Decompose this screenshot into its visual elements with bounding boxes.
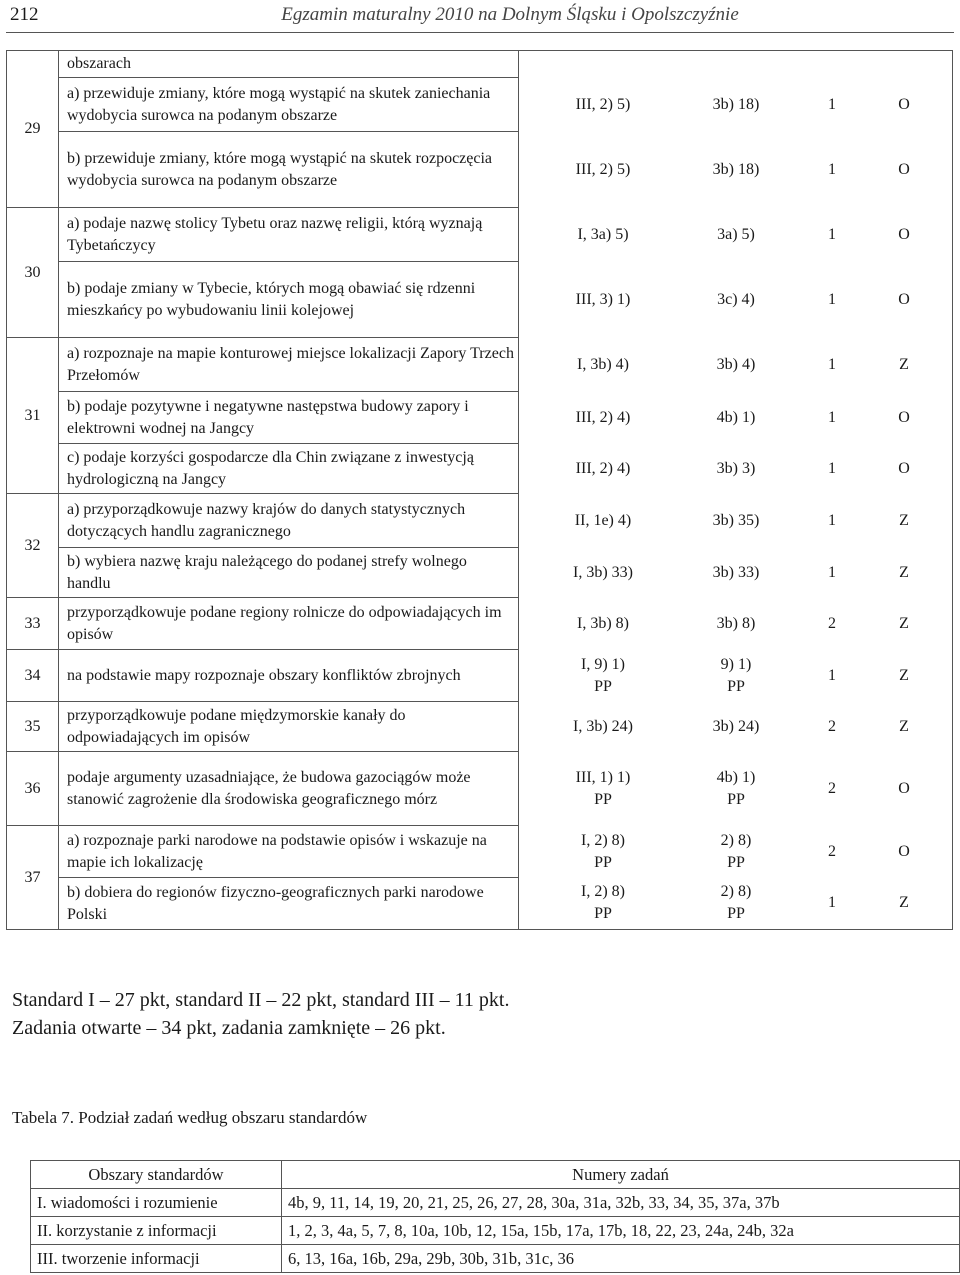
task-type: Z bbox=[899, 666, 909, 684]
max-points: 1 bbox=[828, 225, 836, 243]
task-number: 29 bbox=[7, 51, 59, 208]
general-standard: III, 3) 1) bbox=[575, 290, 631, 308]
detailed-standard-line: 2) 8) bbox=[720, 883, 752, 901]
table-row bbox=[31, 1189, 960, 1217]
max-points: 2 bbox=[828, 614, 836, 632]
standard-info bbox=[519, 392, 953, 444]
requirement-text: c) podaje korzyści gospodarcze dla Chin związane z inwestycją hydrologiczną na Jangcy bbox=[59, 444, 519, 494]
detailed-standard: 3b) 24) bbox=[712, 717, 760, 735]
standard-info bbox=[519, 208, 953, 262]
requirement-text: b) podaje pozytywne i negatywne następstwa budowy zapory i elektrowni wodnej na Jangcy bbox=[59, 392, 519, 444]
task-number: 33 bbox=[7, 598, 59, 650]
general-standard: III, 2) 5) bbox=[575, 95, 631, 113]
general-standard-level: PP bbox=[594, 677, 612, 695]
requirement-text: obszarach bbox=[59, 51, 519, 78]
requirement-text: podaje argumenty uzasadniające, że budowa gazociągów może stanowić zagrożenie dla środowiska geograficznego mórz bbox=[59, 752, 519, 826]
standard-info bbox=[519, 650, 953, 702]
max-points: 1 bbox=[828, 408, 836, 426]
max-points: 1 bbox=[828, 160, 836, 178]
task-numbers: 1, 2, 3, 4a, 5, 7, 8, 10a, 10b, 12, 15a, 15b, 17a, 17b, 18, 22, 23, 24a, 24b, 32a bbox=[282, 1217, 960, 1245]
standards-table bbox=[30, 1160, 960, 1273]
points-summary bbox=[12, 986, 510, 1042]
requirement-text: b) dobiera do regionów fizyczno-geograficznych parki narodowe Polski bbox=[59, 878, 519, 930]
column-header: Obszary standardów bbox=[31, 1161, 282, 1189]
table-row bbox=[7, 878, 953, 930]
table-header-row bbox=[31, 1161, 960, 1189]
table-row bbox=[7, 262, 953, 338]
table-row bbox=[7, 702, 953, 752]
general-standard-line: I, 2) 8) bbox=[581, 831, 625, 849]
detailed-standard: 3b) 18) bbox=[712, 95, 760, 113]
detailed-standard: 3b) 4) bbox=[716, 355, 756, 373]
requirement-text: b) przewiduje zmiany, które mogą wystąpić na skutek rozpoczęcia wydobycia surowca na podanym obszarze bbox=[59, 132, 519, 208]
max-points: 1 bbox=[828, 459, 836, 477]
max-points: 1 bbox=[828, 563, 836, 581]
table7-caption: Tabela 7. Podział zadań według obszaru standardów bbox=[12, 1108, 368, 1127]
standard-info bbox=[519, 444, 953, 494]
general-standard bbox=[529, 767, 677, 811]
detailed-standard: 3c) 4) bbox=[717, 290, 755, 308]
general-standard: I, 3b) 24) bbox=[573, 717, 633, 735]
task-type: O bbox=[898, 408, 910, 426]
table-row bbox=[7, 51, 953, 78]
table-row bbox=[7, 132, 953, 208]
table-row bbox=[7, 826, 953, 878]
task-type: Z bbox=[899, 511, 909, 529]
general-standard: III, 2) 5) bbox=[575, 160, 631, 178]
task-type: Z bbox=[899, 563, 909, 581]
task-type: O bbox=[898, 225, 910, 243]
table-row bbox=[7, 392, 953, 444]
general-standard bbox=[529, 654, 677, 698]
detailed-standard: 3b) 35) bbox=[712, 511, 760, 529]
max-points: 2 bbox=[828, 779, 836, 797]
task-numbers: 6, 13, 16a, 16b, 29a, 29b, 30b, 31b, 31c, 36 bbox=[282, 1245, 960, 1273]
task-type: O bbox=[898, 842, 910, 860]
general-standard-line: III, 1) 1) bbox=[575, 768, 631, 786]
task-number: 35 bbox=[7, 702, 59, 752]
task-type: O bbox=[898, 160, 910, 178]
detailed-standard: 3b) 18) bbox=[712, 160, 760, 178]
general-standard: I, 3b) 8) bbox=[577, 614, 629, 632]
general-standard bbox=[529, 830, 677, 874]
max-points: 2 bbox=[828, 842, 836, 860]
standard-info bbox=[519, 262, 953, 338]
requirement-text: a) przyporządkowuje nazwy krajów do danych statystycznych dotyczących handlu zagranicznego bbox=[59, 494, 519, 548]
table-row bbox=[7, 208, 953, 262]
table-row bbox=[7, 548, 953, 598]
max-points: 1 bbox=[828, 666, 836, 684]
detailed-standard: 3b) 3) bbox=[716, 459, 756, 477]
detailed-standard bbox=[677, 654, 795, 698]
max-points: 1 bbox=[828, 511, 836, 529]
table-row bbox=[7, 752, 953, 826]
standard-info bbox=[519, 51, 953, 78]
standard-info bbox=[519, 78, 953, 132]
max-points: 2 bbox=[828, 717, 836, 735]
detailed-standard-line: 4b) 1) bbox=[716, 768, 756, 786]
general-standard: III, 2) 4) bbox=[575, 459, 631, 477]
summary-task-types: Zadania otwarte – 34 pkt, zadania zamknięte – 26 pkt. bbox=[12, 1017, 446, 1039]
requirement-text: b) wybiera nazwę kraju należącego do podanej strefy wolnego handlu bbox=[59, 548, 519, 598]
task-number: 37 bbox=[7, 826, 59, 930]
table-row bbox=[7, 494, 953, 548]
detailed-standard bbox=[677, 881, 795, 925]
standard-info bbox=[519, 878, 953, 930]
requirement-text: a) rozpoznaje parki narodowe na podstawie opisów i wskazuje na mapie ich lokalizację bbox=[59, 826, 519, 878]
task-type: Z bbox=[899, 894, 909, 912]
header-rule bbox=[6, 32, 954, 33]
table-row bbox=[7, 598, 953, 650]
requirement-text: a) podaje nazwę stolicy Tybetu oraz nazwę religii, którą wyznają Tybetańczycy bbox=[59, 208, 519, 262]
task-number: 31 bbox=[7, 338, 59, 494]
detailed-standard: 3a) 5) bbox=[717, 225, 755, 243]
general-standard-level: PP bbox=[594, 853, 612, 871]
max-points: 1 bbox=[828, 355, 836, 373]
standard-area: II. korzystanie z informacji bbox=[31, 1217, 282, 1245]
general-standard: III, 2) 4) bbox=[575, 408, 631, 426]
requirement-text: na podstawie mapy rozpoznaje obszary konfliktów zbrojnych bbox=[59, 650, 519, 702]
standard-area: I. wiadomości i rozumienie bbox=[31, 1189, 282, 1217]
task-number: 30 bbox=[7, 208, 59, 338]
standard-info bbox=[519, 494, 953, 548]
standard-info bbox=[519, 702, 953, 752]
detailed-standard-line: 2) 8) bbox=[720, 831, 752, 849]
max-points: 1 bbox=[828, 894, 836, 912]
detailed-standard bbox=[677, 767, 795, 811]
table-row bbox=[7, 338, 953, 392]
table-row bbox=[31, 1217, 960, 1245]
standard-info bbox=[519, 338, 953, 392]
requirement-text: przyporządkowuje podane regiony rolnicze do odpowiadających im opisów bbox=[59, 598, 519, 650]
requirement-text: a) rozpoznaje na mapie konturowej miejsce lokalizacji Zapory Trzech Przełomów bbox=[59, 338, 519, 392]
general-standard-line: I, 2) 8) bbox=[581, 883, 625, 901]
task-type: Z bbox=[899, 355, 909, 373]
general-standard-level: PP bbox=[594, 790, 612, 808]
max-points: 1 bbox=[828, 95, 836, 113]
task-type: Z bbox=[899, 717, 909, 735]
standard-info bbox=[519, 132, 953, 208]
standard-info bbox=[519, 598, 953, 650]
general-standard: I, 3b) 4) bbox=[577, 355, 629, 373]
requirement-text: a) przewiduje zmiany, które mogą wystąpić na skutek zaniechania wydobycia surowca na podanym obszarze bbox=[59, 78, 519, 132]
table-row bbox=[7, 444, 953, 494]
task-number: 32 bbox=[7, 494, 59, 598]
standard-info bbox=[519, 548, 953, 598]
detailed-standard: 4b) 1) bbox=[716, 408, 756, 426]
table-row bbox=[31, 1245, 960, 1273]
task-type: O bbox=[898, 459, 910, 477]
detailed-standard-level: PP bbox=[727, 677, 745, 695]
task-numbers: 4b, 9, 11, 14, 19, 20, 21, 25, 26, 27, 28, 30a, 31a, 32b, 33, 34, 35, 37a, 37b bbox=[282, 1189, 960, 1217]
criteria-table bbox=[6, 50, 953, 930]
summary-standards: Standard I – 27 pkt, standard II – 22 pkt, standard III – 11 pkt. bbox=[12, 989, 510, 1011]
page-header bbox=[0, 0, 960, 36]
detailed-standard: 3b) 8) bbox=[716, 614, 756, 632]
table-row bbox=[7, 78, 953, 132]
standard-info bbox=[519, 826, 953, 878]
detailed-standard-line: 9) 1) bbox=[720, 655, 752, 673]
requirement-text: przyporządkowuje podane międzymorskie kanały do odpowiadających im opisów bbox=[59, 702, 519, 752]
max-points: 1 bbox=[828, 290, 836, 308]
detailed-standard-level: PP bbox=[727, 853, 745, 871]
standard-info bbox=[519, 752, 953, 826]
page-number: 212 bbox=[10, 4, 39, 25]
general-standard bbox=[529, 881, 677, 925]
detailed-standard-level: PP bbox=[727, 790, 745, 808]
task-number: 34 bbox=[7, 650, 59, 702]
general-standard-line: I, 9) 1) bbox=[581, 655, 625, 673]
detailed-standard-level: PP bbox=[727, 905, 745, 923]
general-standard: II, 1e) 4) bbox=[574, 511, 632, 529]
general-standard: I, 3a) 5) bbox=[577, 225, 629, 243]
task-type: O bbox=[898, 95, 910, 113]
task-type: O bbox=[898, 290, 910, 308]
table-row bbox=[7, 650, 953, 702]
requirement-text: b) podaje zmiany w Tybecie, których mogą obawiać się rdzenni mieszkańcy po wybudowaniu linii kolejowej bbox=[59, 262, 519, 338]
running-title: Egzamin maturalny 2010 na Dolnym Śląsku i Opolszczyźnie bbox=[281, 4, 739, 25]
detailed-standard bbox=[677, 830, 795, 874]
general-standard: I, 3b) 33) bbox=[573, 563, 633, 581]
task-type: O bbox=[898, 779, 910, 797]
detailed-standard: 3b) 33) bbox=[712, 563, 760, 581]
column-header: Numery zadań bbox=[282, 1161, 960, 1189]
general-standard-level: PP bbox=[594, 905, 612, 923]
standard-area: III. tworzenie informacji bbox=[31, 1245, 282, 1273]
task-type: Z bbox=[899, 614, 909, 632]
task-number: 36 bbox=[7, 752, 59, 826]
